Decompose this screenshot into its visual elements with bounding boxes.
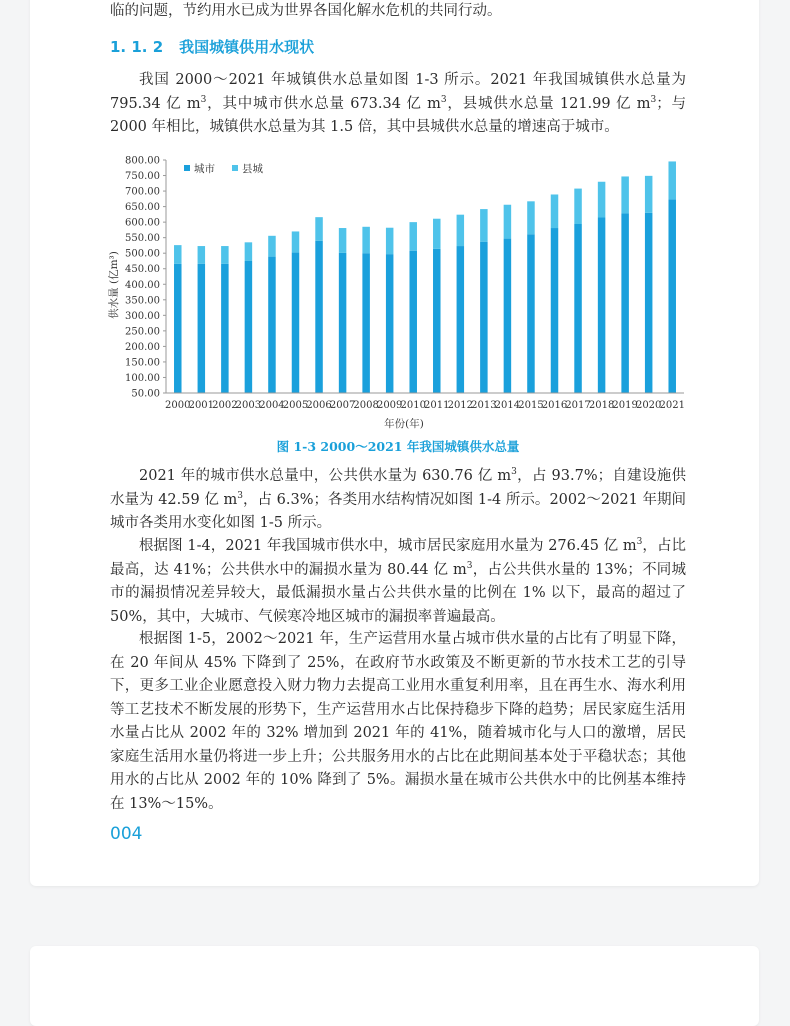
paragraph-1 [110,69,686,140]
y-tick-label: 150.00 [125,357,160,369]
bar-county-2006 [315,217,323,241]
x-tick-label: 2001 [188,400,215,411]
y-tick-label: 100.00 [125,372,160,384]
bar-county-2020 [645,176,653,213]
bar-city-2010 [409,251,417,393]
bar-county-2018 [598,182,606,218]
bar-county-2016 [551,194,559,228]
bar-city-2007 [339,253,347,393]
bar-county-2017 [574,189,582,224]
bar-city-2015 [527,234,535,393]
y-tick-label: 750.00 [125,171,160,183]
bar-county-2014 [504,205,512,239]
bar-county-2021 [668,161,676,199]
x-tick-label: 2007 [329,400,356,411]
water-supply-chart [104,150,694,435]
section-title: 我国城镇供用水现状 [179,38,315,56]
superscript: 3 [650,94,657,105]
bar-county-2009 [386,228,394,254]
bar-city-2000 [174,264,182,393]
bar-county-2015 [527,201,535,234]
p1-text-a: 我国 2000～2021 年城镇供水总量如图 1-3 所示。2021 年我国城镇供水总量为 795.34 亿 m [110,72,686,112]
y-tick-label: 500.00 [125,248,160,260]
y-axis [125,156,166,400]
bar-county-2003 [245,242,253,261]
legend-swatch-1 [232,165,238,171]
bar-county-2000 [174,245,182,264]
p2-text-b: ，占 93.7%；自建设施供水量为 42.59 亿 m [110,468,686,508]
x-tick-label: 2021 [659,400,685,411]
y-tick-label: 550.00 [125,233,160,245]
superscript: 3 [636,537,643,548]
bar-city-2013 [480,242,488,393]
legend-label-0: 城市 [194,163,215,175]
x-tick-label: 2014 [494,400,521,411]
y-tick-label: 400.00 [125,279,160,291]
x-tick-label: 2003 [235,400,262,411]
x-tick-label: 2006 [306,400,332,411]
bar-city-2016 [551,228,559,393]
x-tick-label: 2011 [424,400,450,411]
x-tick-label: 2016 [541,400,568,411]
bar-city-2008 [362,253,370,393]
next-page-card [30,946,759,1026]
bar-city-2020 [645,213,653,393]
p3-text-a: 根据图 1-4，2021 年我国城市供水中，城市居民家庭用水量为 276.45 亿 m [139,538,637,554]
y-tick-label: 700.00 [125,186,160,198]
p3-text-b: ，占比最高，达 41%；公共供水中的漏损水量为 80.44 亿 m [110,538,687,578]
y-tick-label: 450.00 [125,264,160,276]
x-tick-label: 2005 [282,400,309,411]
y-tick-label: 200.00 [125,341,160,353]
x-axis [165,393,685,411]
bar-city-2006 [315,241,323,393]
bar-city-2019 [621,213,629,393]
bar-county-2002 [221,246,229,264]
page-number: 004 [110,824,143,844]
bar-county-2013 [480,209,488,242]
bar-county-2004 [268,236,276,257]
y-axis-title: 供水量 (亿m³) [108,251,120,319]
x-tick-label: 2008 [353,400,379,411]
paragraph-4: 根据图 1-5，2002～2021 年，生产运营用水量占城市供水量的占比有了明显下降，在 20 年间从 45% 下降到了 25%，在政府节水政策及不断更新的节水技术工艺的引导下，更多工业企业愿意投入财力物力去提高工业用水重复利用率，且在再生水、海水利用等工艺技术不断发展的形势下，生产运营用水占比保持稳步下降的趋势；居民家庭生活用水量占比从 2002 年的 32% 增加到 2021 年的 41%，随着城市化与人口的激增，居民家庭生活用水量仍将进一步上升；公共服务用水的占比在此期间基本处于平稳状态；其他用水的占比从 2002 年的 10% 降到了 5%。漏损水量在城市公共供水中的比例基本维持在 13%～15%。 [110,631,686,812]
intro-tail-paragraph: 临的问题，节约用水已成为世界各国化解水危机的共同行动。 [110,3,502,19]
bar-city-2017 [574,224,582,393]
bar-city-2012 [457,246,465,393]
y-tick-label: 800.00 [125,155,160,167]
paragraph-3 [110,535,686,629]
section-number: 1. 1. 2 [110,38,164,56]
y-tick-label: 600.00 [125,217,160,229]
bar-county-2019 [621,176,629,213]
section-heading [110,36,314,57]
bar-county-2008 [362,227,370,253]
bars [174,161,676,393]
x-tick-label: 2010 [400,400,426,411]
p2-text-c: ，占 6.3%；各类用水结构情况如图 1-4 所示。2002～2021 年期间城市各类用水变化如图 1-5 所示。 [110,491,686,531]
x-tick-label: 2018 [588,400,615,411]
x-tick-label: 2004 [259,400,285,411]
p1-text-d: ；与 2000 年相比，城镇供水总量为其 1.5 倍，其中县城供水总量的增速高于城市。 [110,95,687,135]
bar-city-2005 [292,253,300,393]
superscript: 3 [511,467,517,478]
bar-city-2009 [386,254,394,393]
paragraph-2 [110,465,686,536]
bar-county-2010 [409,222,417,251]
x-tick-label: 2009 [376,400,403,411]
x-tick-label: 2017 [565,400,591,411]
p3-text-c: ，占公共供水量的 13%；不同城市的漏损情况差异较大，最低漏损水量占公共供水量的比例在 1% 以下，最高的超过了 50%，其中，大城市、气候寒冷地区城市的漏损率普遍最高。 [110,561,686,625]
superscript: 3 [440,94,447,105]
x-tick-label: 2000 [165,400,191,411]
p2-text-a: 2021 年的城市供水总量中，公共供水量为 630.76 亿 m [139,468,512,484]
bar-city-2003 [245,261,253,393]
bar-county-2001 [198,246,206,264]
p1-text-c: ，县城供水总量 121.99 亿 m [446,95,651,112]
legend-swatch-0 [184,165,190,171]
bar-county-2007 [339,228,347,253]
x-tick-label: 2020 [635,400,662,411]
bar-city-2018 [598,217,606,393]
bar-city-2001 [198,264,206,393]
bar-city-2021 [668,199,676,393]
figure-caption: 图 1-3 2000～2021 年我国城镇供水总量 [276,439,520,454]
bar-county-2012 [457,215,465,246]
x-axis-title: 年份(年) [384,418,424,430]
bar-county-2011 [433,219,441,249]
bar-city-2004 [268,257,276,393]
p1-text-b: ，其中城市供水总量 673.34 亿 m [206,95,441,112]
superscript: 3 [466,560,473,571]
legend-label-1: 县城 [242,163,263,175]
legend [184,162,263,175]
x-tick-label: 2002 [212,400,238,411]
y-tick-label: 250.00 [125,326,160,338]
y-tick-label: 300.00 [125,310,160,322]
x-tick-label: 2015 [518,400,544,411]
x-tick-label: 2012 [447,400,474,411]
x-tick-label: 2019 [612,400,638,411]
bar-county-2005 [292,231,300,252]
bar-city-2011 [433,249,441,393]
x-tick-label: 2013 [471,400,497,411]
superscript: 3 [237,490,243,501]
bar-city-2002 [221,264,229,393]
superscript: 3 [200,94,207,105]
y-tick-label: 650.00 [125,202,160,214]
y-tick-label: 350.00 [125,295,160,307]
bar-city-2014 [504,239,512,393]
y-tick-label: 50.00 [131,388,160,400]
